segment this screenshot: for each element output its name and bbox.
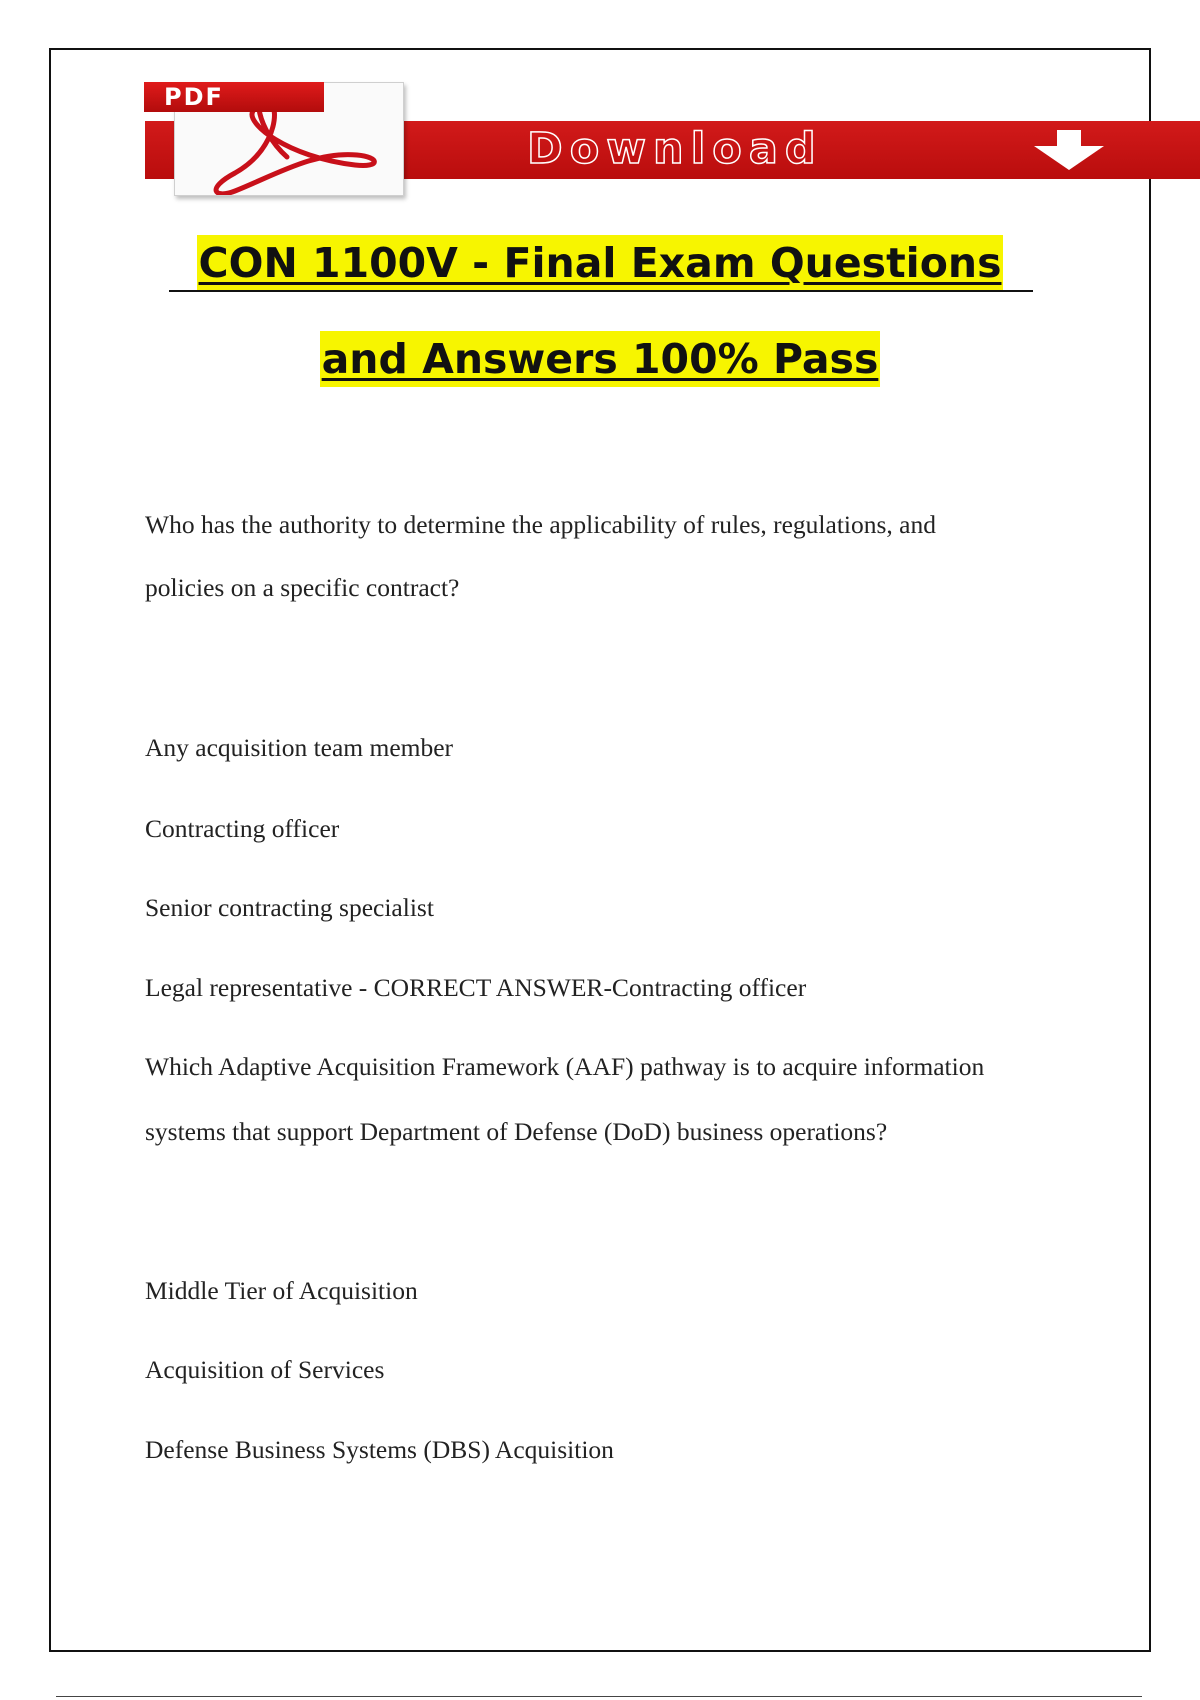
- question-1-option: Any acquisition team member: [145, 733, 454, 762]
- question-2-option: Acquisition of Services: [145, 1355, 385, 1384]
- footer-divider: [56, 1696, 1142, 1697]
- question-1-option: Contracting officer: [145, 814, 340, 843]
- page-title-line-1: CON 1100V - Final Exam Questions: [0, 239, 1200, 287]
- pdf-label: PDF: [144, 82, 324, 112]
- title-underline: [169, 290, 1033, 292]
- download-arrow-icon[interactable]: [1030, 128, 1108, 172]
- question-1-line-2: policies on a specific contract?: [145, 573, 460, 602]
- question-1-line-1: Who has the authority to determine the applicability of rules, regulations, and: [145, 510, 936, 539]
- question-2-option: Defense Business Systems (DBS) Acquisition: [145, 1435, 614, 1464]
- question-2-line-1: Which Adaptive Acquisition Framework (AAF) pathway is to acquire information: [145, 1052, 985, 1081]
- question-1-answer: Legal representative - CORRECT ANSWER-Contracting officer: [145, 973, 807, 1002]
- download-label[interactable]: Download: [527, 124, 823, 174]
- question-1-option: Senior contracting specialist: [145, 893, 434, 922]
- page-title-line-2: and Answers 100% Pass: [0, 335, 1200, 383]
- question-2-line-2: systems that support Department of Defense (DoD) business operations?: [145, 1117, 888, 1146]
- question-2-option: Middle Tier of Acquisition: [145, 1276, 418, 1305]
- pdf-icon: [144, 78, 409, 193]
